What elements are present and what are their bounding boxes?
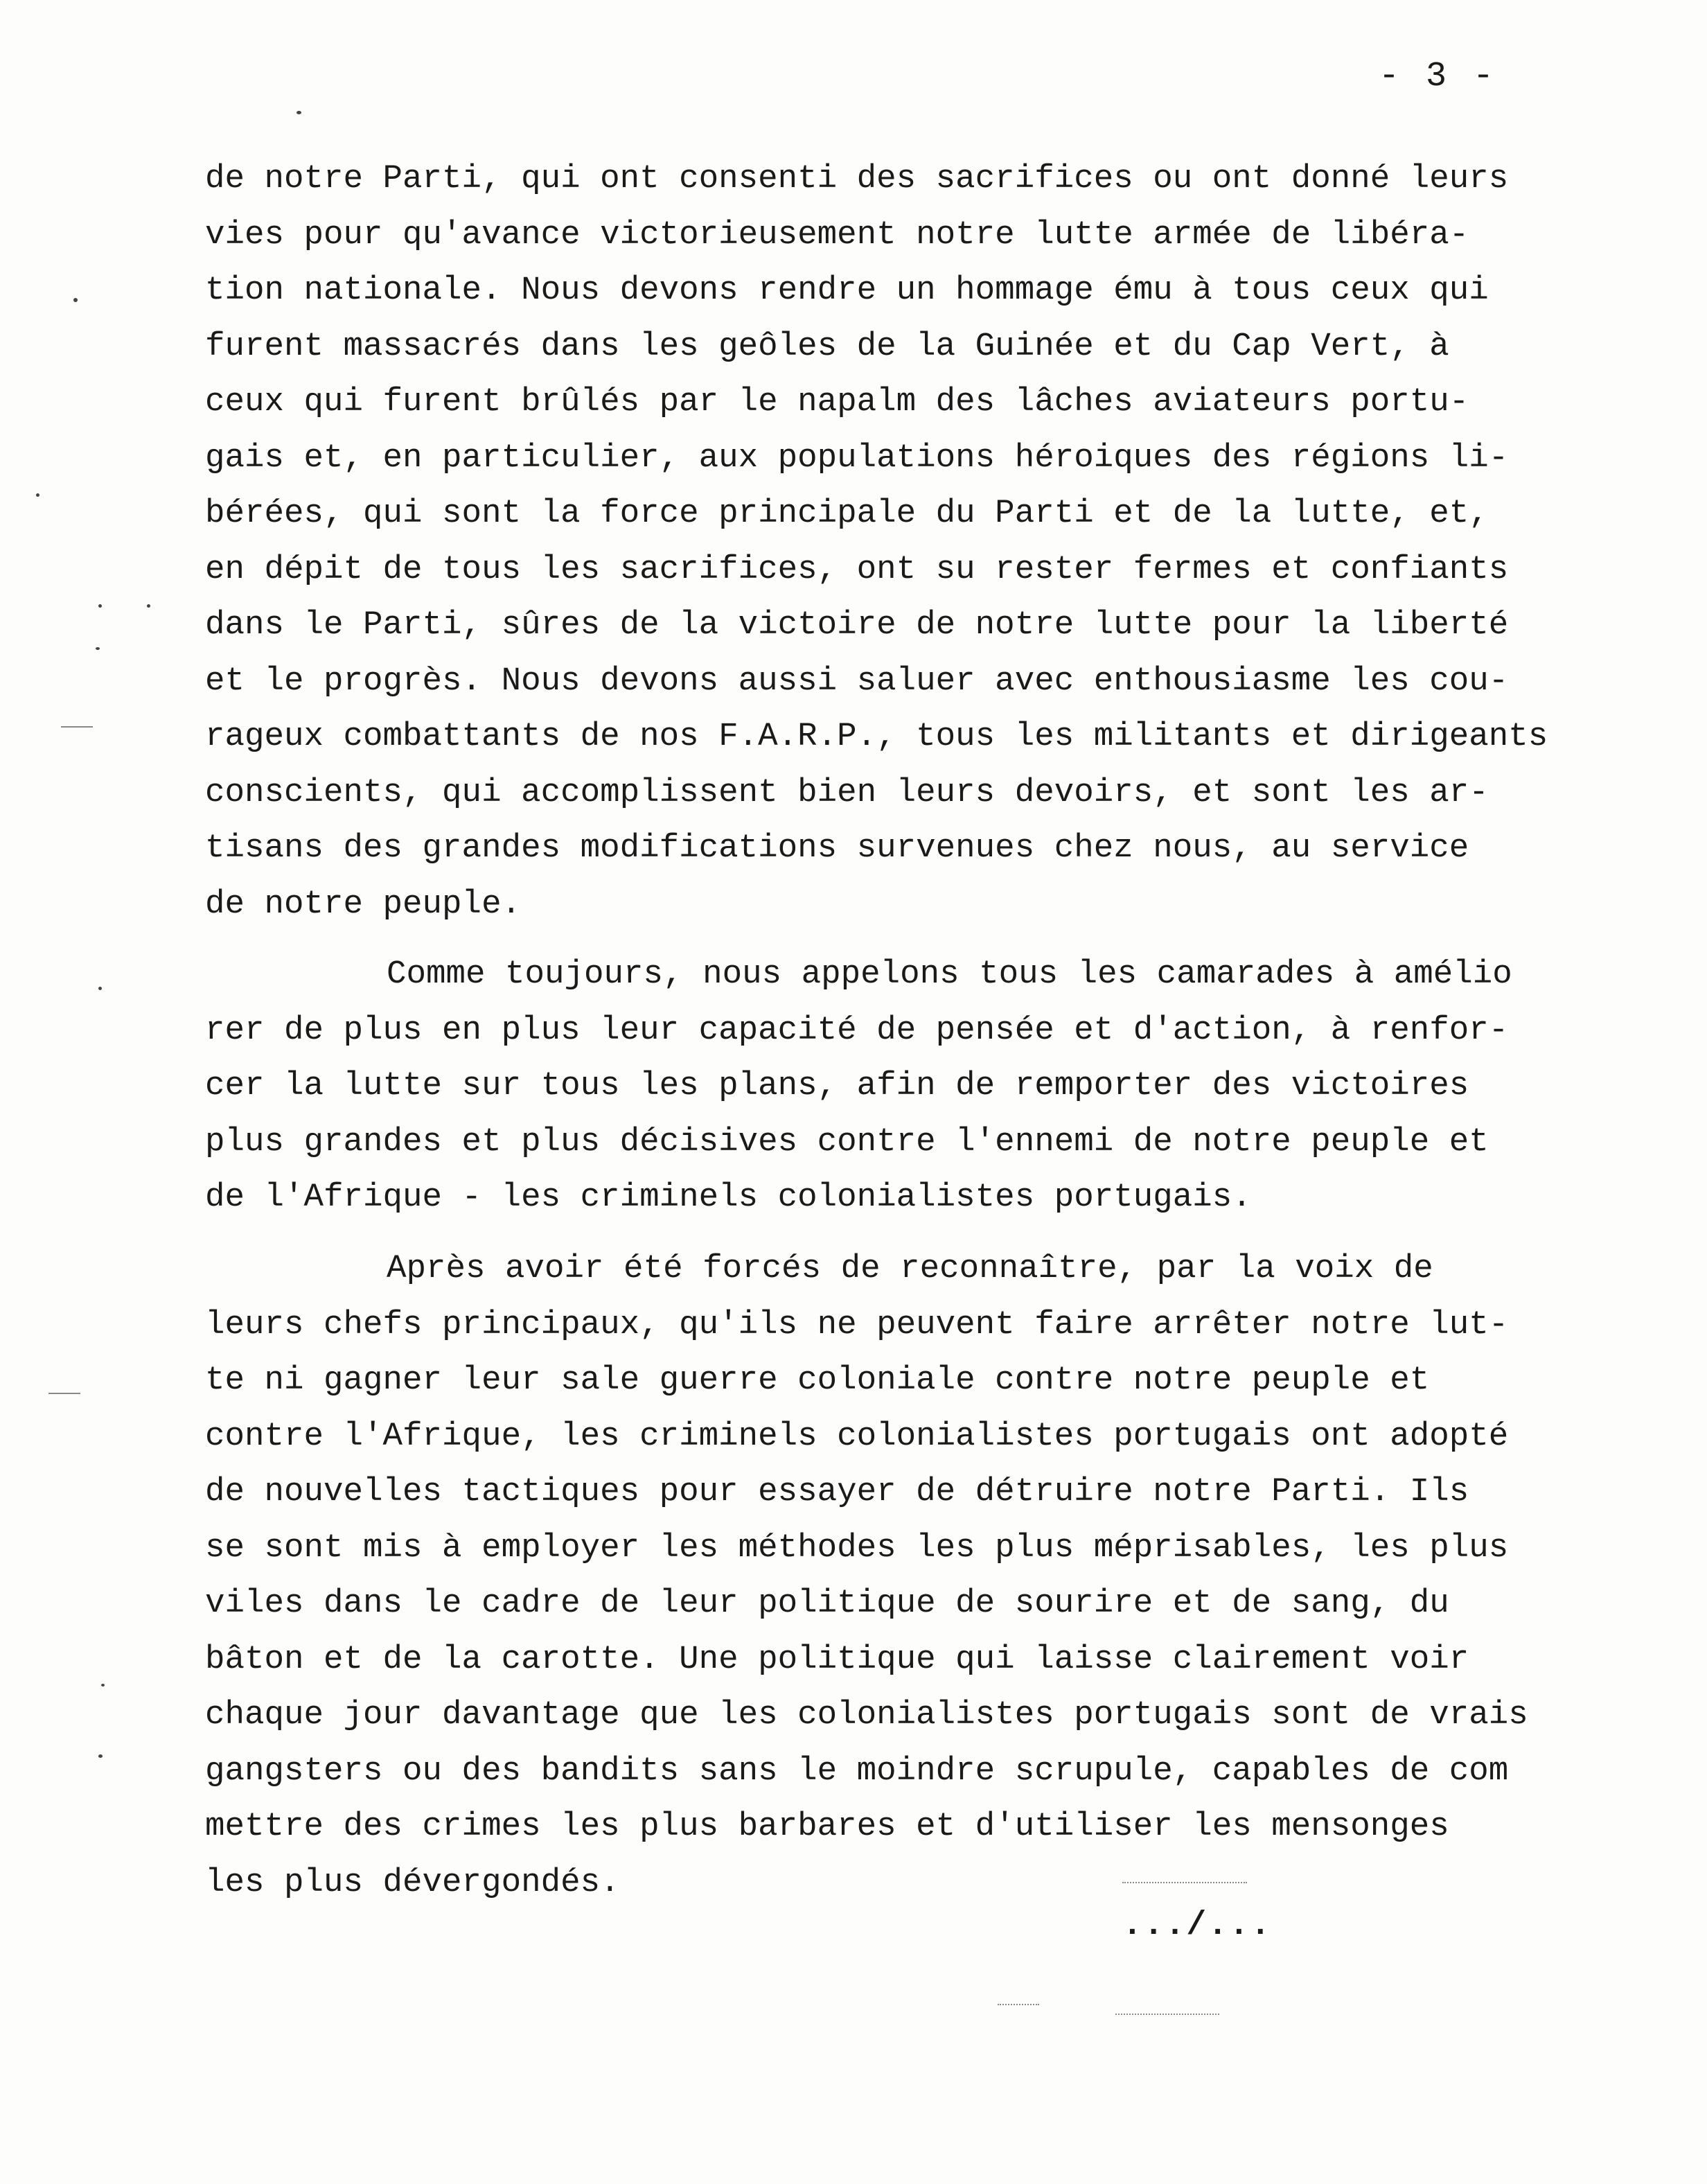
continuation-mark: .../... [1122, 1907, 1272, 1944]
text-line: bérées, qui sont la force principale du Parti et de la lutte, et, [205, 495, 1489, 532]
scan-mark [61, 726, 93, 728]
scan-mark [48, 1393, 80, 1394]
text-line-first: Comme toujours, nous appelons tous les camarades à amélio [387, 956, 1512, 993]
text-line: dans le Parti, sûres de la victoire de notre lutte pour la liberté [205, 606, 1509, 644]
scan-speck [36, 493, 39, 497]
text-line-first: Après avoir été forcés de reconnaître, par la voix de [387, 1250, 1433, 1287]
scan-mark [998, 2004, 1039, 2005]
paragraph-3 [205, 1241, 1528, 1910]
text-line: contre l'Afrique, les criminels colonialistes portugais ont adopté [205, 1417, 1509, 1455]
text-line: ceux qui furent brûlés par le napalm des lâches aviateurs portu- [205, 383, 1469, 421]
text-line: de notre peuple. [205, 885, 522, 923]
text-line: vies pour qu'avance victorieusement notre lutte armée de libéra- [205, 215, 1469, 254]
text-line: leurs chefs principaux, qu'ils ne peuvent faire arrêter notre lut- [205, 1305, 1509, 1344]
text-line: de nouvelles tactiques pour essayer de détruire notre Parti. Ils [205, 1473, 1469, 1511]
scan-speck [147, 604, 150, 608]
scan-mark [1115, 2014, 1219, 2015]
text-line: de l'Afrique - les criminels colonialistes portugais. [205, 1179, 1252, 1216]
text-line: rageux combattants de nos F.A.R.P., tous les militants et dirigeants [205, 718, 1548, 755]
text-line: viles dans le cadre de leur politique de sourire et de sang, du [205, 1585, 1449, 1622]
text-line: tion nationale. Nous devons rendre un hommage ému à tous ceux qui [205, 272, 1489, 309]
text-line: gais et, en particulier, aux populations héroiques des régions li- [205, 439, 1509, 477]
text-line: gangsters ou des bandits sans le moindre scrupule, capables de com [205, 1752, 1509, 1790]
paragraph-1 [205, 151, 1548, 932]
text-line: furent massacrés dans les geôles de la Guinée et du Cap Vert, à [205, 327, 1449, 365]
scan-speck [96, 647, 100, 650]
text-line: se sont mis à employer les méthodes les plus méprisables, les plus [205, 1529, 1509, 1567]
text-line: mettre des crimes les plus barbares et d'utiliser les mensonges [205, 1808, 1449, 1845]
text-line: et le progrès. Nous devons aussi saluer avec enthousiasme les cou- [205, 662, 1509, 700]
text-line: les plus dévergondés. [205, 1863, 620, 1901]
scan-speck [73, 298, 78, 302]
text-line: plus grandes et plus décisives contre l'ennemi de notre peuple et [205, 1122, 1489, 1161]
scan-speck [98, 1754, 103, 1758]
scan-speck [101, 1684, 105, 1687]
scan-speck [297, 111, 301, 114]
text-line: cer la lutte sur tous les plans, afin de remporter des victoires [205, 1067, 1469, 1104]
scan-speck [98, 604, 102, 608]
text-line: chaque jour davantage que les colonialistes portugais sont de vrais [205, 1696, 1528, 1734]
text-line: te ni gagner leur sale guerre coloniale contre notre peuple et [205, 1362, 1430, 1399]
scan-speck [98, 987, 102, 990]
text-line: bâton et de la carotte. Une politique qui laisse clairement voir [205, 1640, 1469, 1678]
text-line: conscients, qui accomplissent bien leurs devoirs, et sont les ar- [205, 773, 1489, 811]
text-line: tisans des grandes modifications survenues chez nous, au service [205, 829, 1469, 867]
text-line: de notre Parti, qui ont consenti des sacrifices ou ont donné leurs [205, 160, 1509, 197]
paragraph-2 [205, 946, 1512, 1226]
scan-mark [1122, 1882, 1247, 1883]
text-line: rer de plus en plus leur capacité de pensée et d'action, à renfor- [205, 1011, 1509, 1049]
page-number: - 3 - [1379, 57, 1497, 96]
text-line: en dépit de tous les sacrifices, ont su rester fermes et confiants [205, 550, 1509, 588]
